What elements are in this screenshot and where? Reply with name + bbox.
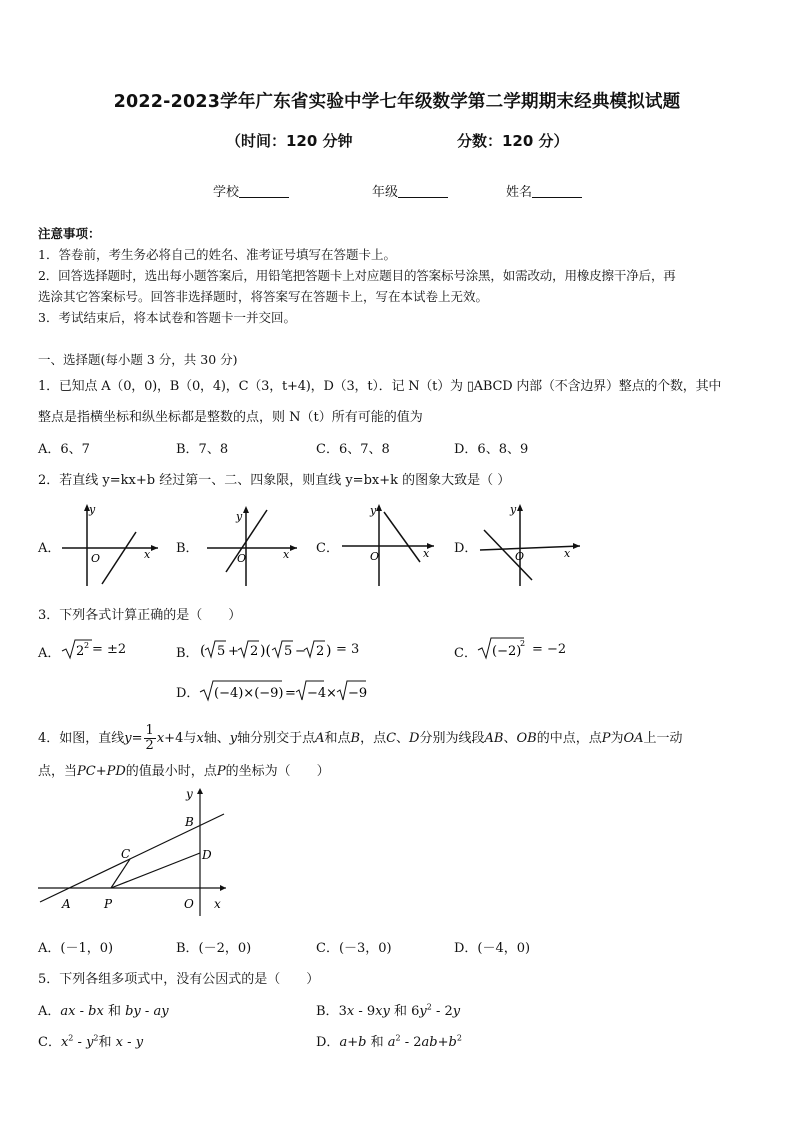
school-label: 学校 — [213, 185, 240, 200]
svg-text:=: = — [285, 686, 296, 701]
section-heading: 一、选择题(每小题 3 分，共 30 分) — [38, 352, 238, 367]
q2-label-b: B． — [176, 541, 199, 556]
svg-text:y: y — [89, 503, 96, 516]
q3-label-b: B． — [176, 646, 199, 661]
note-1: 1．答卷前，考生务必将自己的姓名、准考证号填写在答题卡上。 — [38, 247, 396, 262]
svg-text:O: O — [237, 552, 247, 565]
grade-blank — [398, 185, 448, 198]
q5-option-a: A．ax - bx 和 by - ay — [38, 1004, 169, 1019]
q4-fig-x: x — [214, 897, 221, 911]
q3-label-c: C． — [454, 646, 477, 661]
svg-text:2: 2 — [84, 641, 90, 650]
q4-fig-B: B — [185, 815, 194, 829]
q3-eq-a: = ±2 — [92, 642, 127, 657]
svg-text:+: + — [228, 644, 239, 659]
q3-eq-b: = 3 — [336, 642, 360, 657]
q1-option-b: B．7、8 — [176, 442, 229, 457]
q2-stem: 2．若直线 y=kx+b 经过第一、二、四象限，则直线 y=bx+k 的图象大致是（ ） — [38, 473, 511, 488]
q2-graph-a — [58, 500, 163, 590]
exam-time: （时间：120 分钟 — [226, 132, 353, 150]
svg-text:(−4)×(−9): (−4)×(−9) — [214, 686, 284, 701]
q2-label-d: D． — [454, 541, 478, 556]
q4-fig-O: O — [184, 897, 194, 911]
svg-text:x: x — [564, 547, 571, 560]
svg-text:×: × — [326, 686, 337, 701]
name-blank — [532, 185, 582, 198]
q1-option-a: A．6、7 — [38, 442, 90, 457]
q4-option-b: B．(－2，0) — [176, 941, 252, 956]
q4-fraction: $\frac{1}{2}$ — [145, 723, 154, 753]
svg-text:y: y — [236, 510, 243, 523]
note-3: 3．考试结束后，将本试卷和答题卡一并交回。 — [38, 310, 296, 325]
exam-score: 分数：120 分） — [457, 132, 569, 150]
svg-text:y: y — [370, 504, 377, 517]
q2-label-c: C． — [316, 541, 339, 556]
svg-text:2: 2 — [76, 644, 85, 659]
q4-line2: 点，当PC+PD的值最小时，点P的坐标为（ ） — [38, 764, 330, 779]
q4-text-a: 4．如图，直线 — [38, 731, 125, 746]
school-field — [213, 181, 289, 200]
svg-text:−: − — [295, 644, 306, 659]
svg-text:2: 2 — [520, 639, 526, 648]
svg-text:5: 5 — [217, 644, 226, 659]
q2-graph-b — [205, 500, 300, 590]
grade-field — [372, 181, 448, 200]
q3-expr-b — [198, 636, 338, 662]
note-2b: 选涂其它答案标号。回答非选择题时，将答案写在答题卡上，写在本试卷上无效。 — [38, 289, 489, 304]
q5-stem: 5．下列各组多项式中，没有公因式的是（ ） — [38, 972, 320, 987]
q4-option-c: C．(－3，0) — [316, 941, 392, 956]
q3-expr-d — [198, 676, 378, 704]
q3-stem: 3．下列各式计算正确的是（ ） — [38, 608, 242, 623]
q4-fig-P: P — [104, 897, 113, 911]
svg-text:y: y — [510, 503, 517, 516]
q2-graph-c — [340, 498, 440, 590]
svg-text:x: x — [144, 548, 151, 561]
svg-text:O: O — [515, 550, 525, 563]
q4-line1: 4．如图，直线y= $\frac{1}{2}$ x+4与x轴、y轴分别交于点A和点B，点C、D分别为线段AB、OB的中点，点P为OA上一动 — [38, 723, 683, 753]
svg-text:x: x — [283, 548, 290, 561]
q4-fig-C: C — [121, 847, 131, 861]
q1-option-d: D．6、8、9 — [454, 442, 529, 457]
note-2a: 2．回答选择题时，选出每小题答案后，用铅笔把答题卡上对应题目的答案标号涂黑，如需改动，用橡皮擦干净后，再 — [38, 268, 676, 283]
svg-text:x: x — [423, 547, 430, 560]
q2-graph-d — [476, 498, 586, 590]
svg-text:5: 5 — [284, 644, 293, 659]
notes-heading: 注意事项： — [38, 226, 101, 241]
q5-option-c: C．$x^2 - y^2$和 x - y — [38, 1033, 144, 1050]
school-blank — [239, 185, 289, 198]
q4-figure — [34, 784, 234, 920]
q1-option-c: C．6、7、8 — [316, 442, 390, 457]
name-field — [506, 181, 582, 200]
name-label: 姓名 — [506, 185, 533, 200]
svg-text:−9: −9 — [348, 686, 368, 701]
svg-text:)(: )( — [260, 643, 271, 659]
q3-expr-c — [476, 634, 536, 662]
svg-text:−4: −4 — [307, 686, 327, 701]
svg-text:): ) — [326, 643, 332, 659]
svg-text:(−2): (−2) — [492, 644, 522, 659]
q3-eq-c: = −2 — [532, 642, 567, 657]
q3-label-d: D． — [176, 686, 200, 701]
q4-option-d: D．(－4，0) — [454, 941, 531, 956]
q1-line2: 整点是指横坐标和纵坐标都是整数的点，则 N（t）所有可能的值为 — [38, 410, 423, 425]
q5-option-b: B．3x - 9xy 和 $6y^2 - 2y$ — [316, 1002, 461, 1019]
q4-fig-y: y — [186, 787, 193, 801]
svg-text:2: 2 — [250, 644, 259, 659]
q4-fig-D: D — [202, 848, 212, 862]
q2-label-a: A． — [38, 541, 61, 556]
svg-text:O: O — [91, 552, 101, 565]
page-title: 2022-2023学年广东省实验中学七年级数学第二学期期末经典模拟试题 — [113, 92, 681, 112]
q1-line1: 1．已知点 A（0，0)，B（0，4)，C（3，t+4)，D（3，t）．记 N（t）为 ▯ABCD 内部（不含边界）整点的个数，其中 — [38, 379, 722, 394]
svg-text:(: ( — [200, 643, 206, 659]
svg-text:O: O — [370, 550, 380, 563]
q5-option-d: D．a+b 和 $a^2 - 2ab+b^2$ — [316, 1033, 462, 1050]
q4-fig-A: A — [62, 897, 71, 911]
q4-option-a: A．(－1，0) — [38, 941, 114, 956]
q3-label-a: A． — [38, 646, 61, 661]
svg-text:2: 2 — [316, 644, 325, 659]
grade-label: 年级 — [372, 185, 399, 200]
